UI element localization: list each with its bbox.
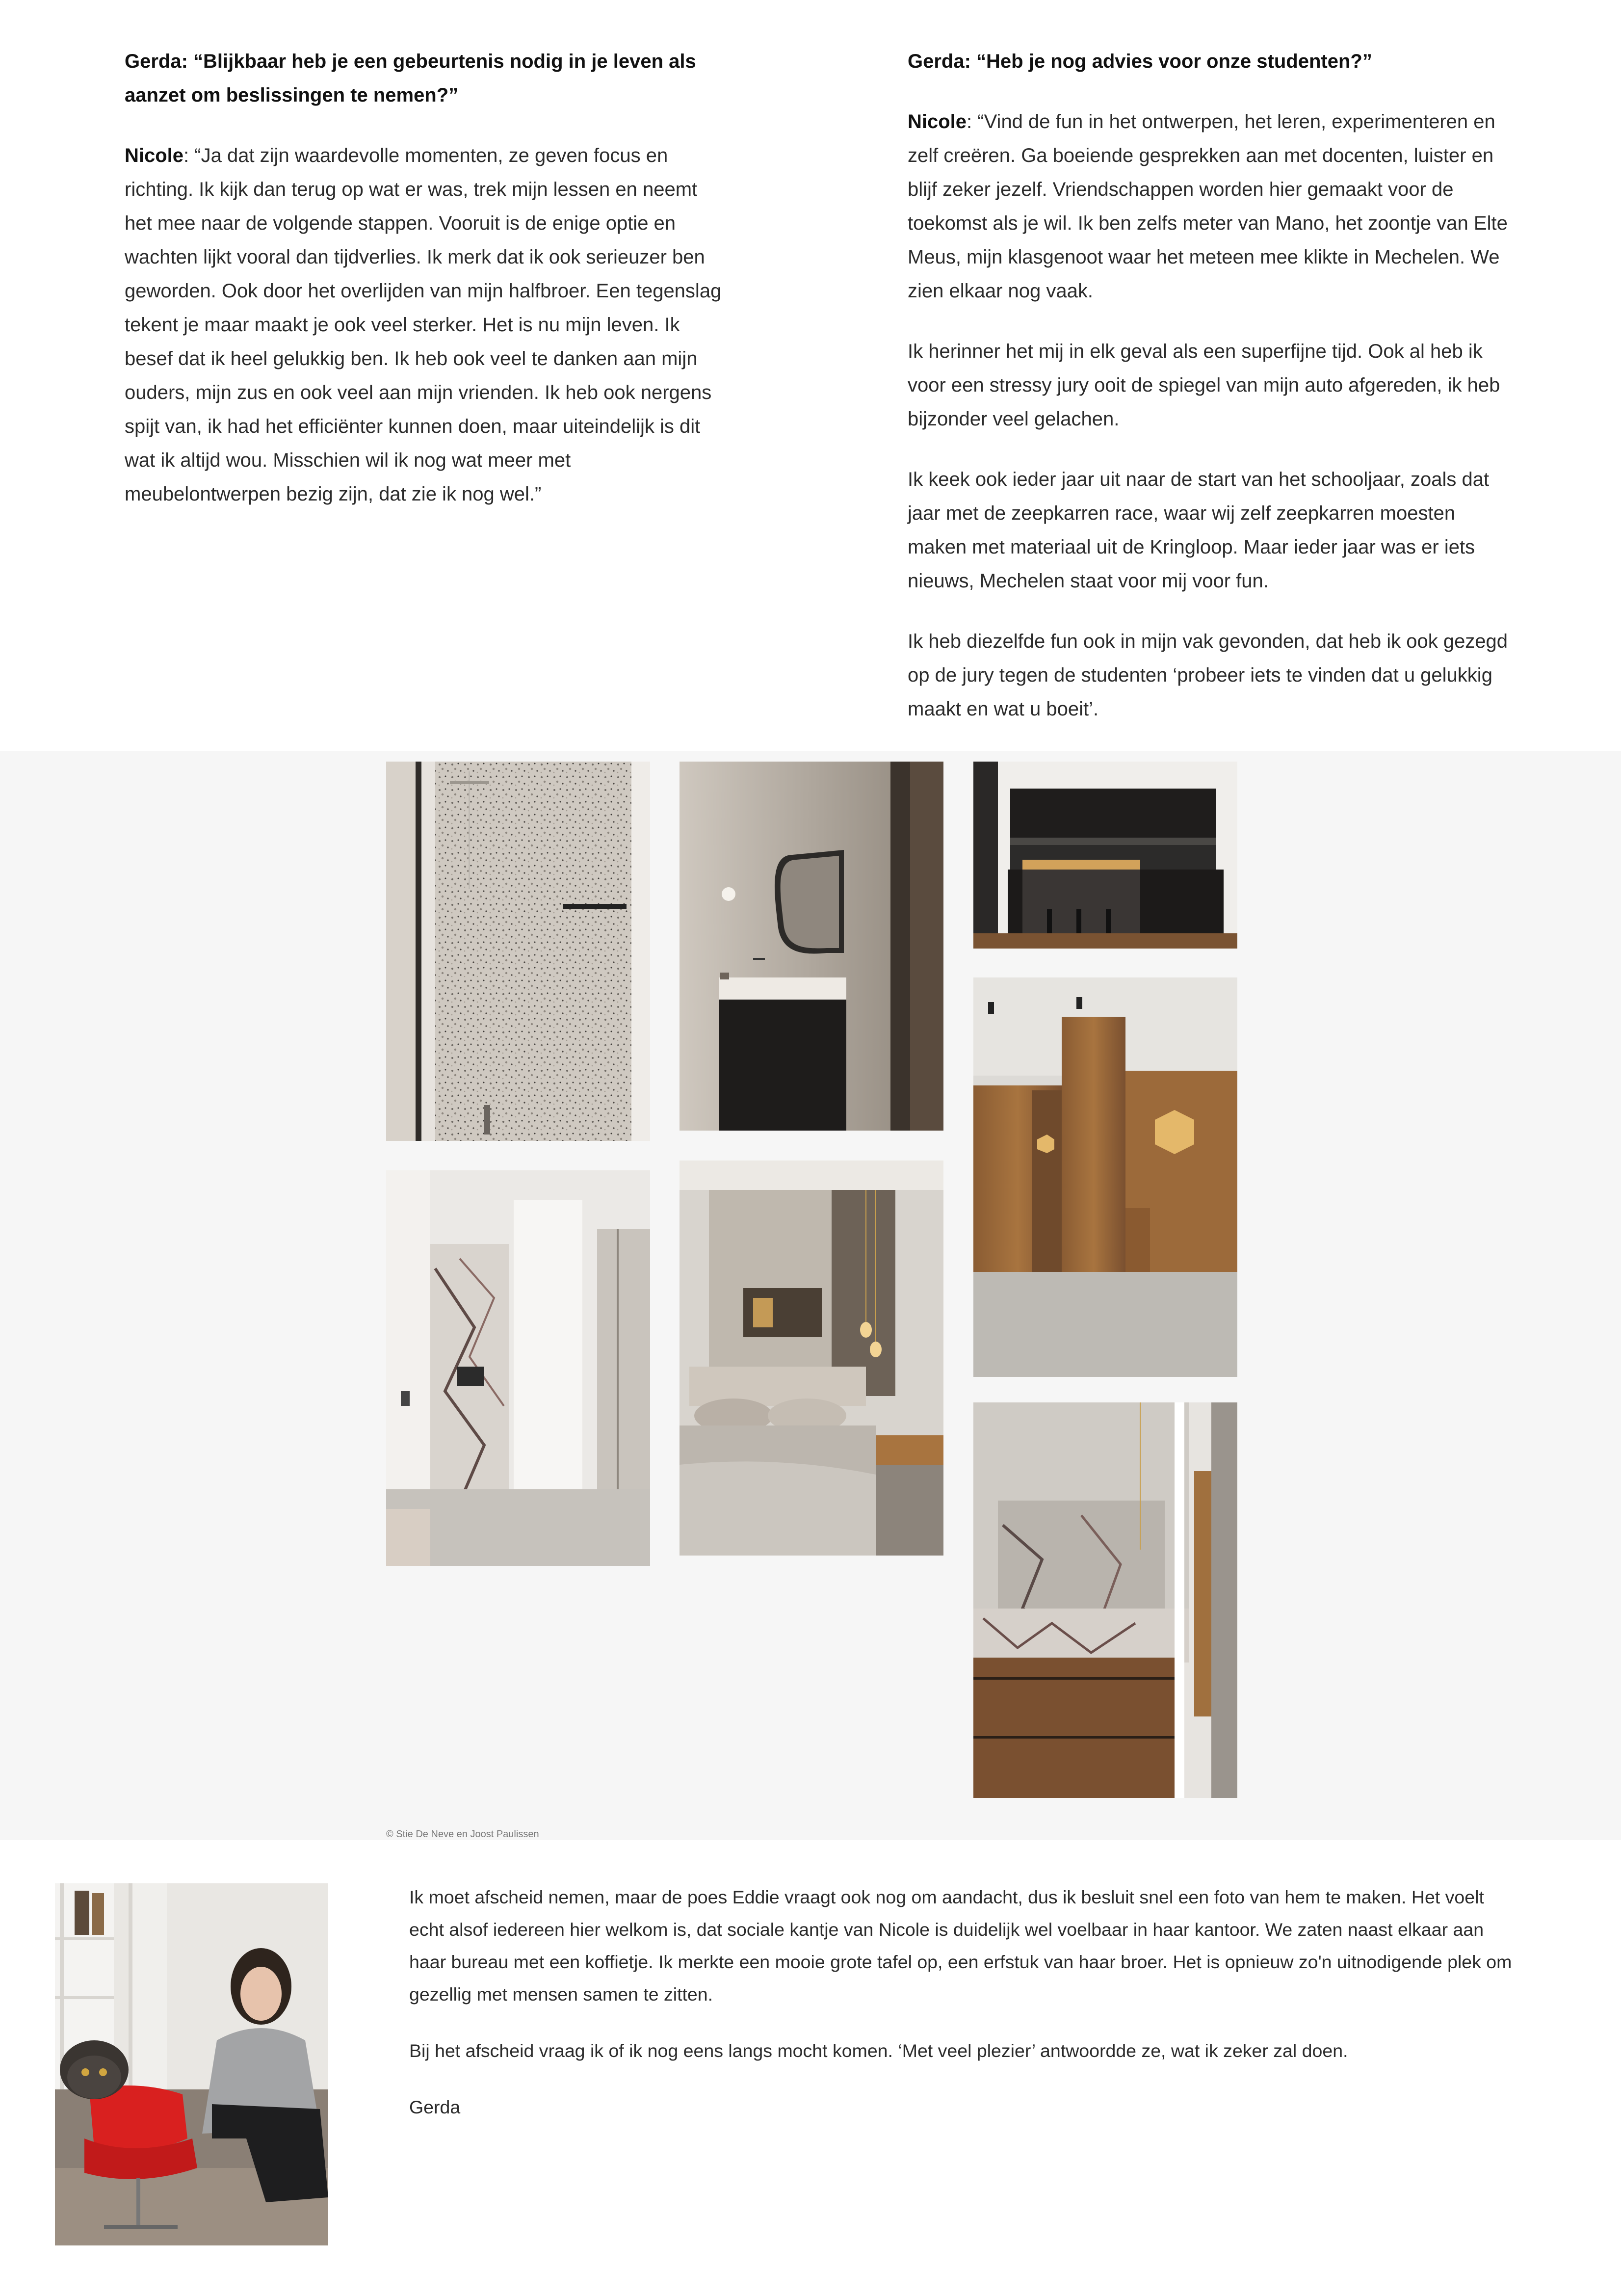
photo-dark-kitchen[interactable]	[973, 762, 1237, 949]
photo-credit: © Stie De Neve en Joost Paulissen	[386, 1829, 539, 1840]
right-interview-column	[908, 45, 1511, 753]
answer-paragraph-3: Ik keek ook ieder jaar uit naar de start van het schooljaar, zoals dat jaar met de zeepkarren race, waar wij zelf zeepkarren moesten maken met materiaal uit de Kringloop. Maar ieder jaar was er iets nieuws, Mechelen staat voor mij voor fun.	[908, 469, 1490, 592]
photo-marble-vanity-wood-cabinet[interactable]	[973, 1402, 1237, 1798]
closing-paragraph-1: Ik moet afscheid nemen, maar de poes Eddie vraagt ook nog om aandacht, dus ik besluit snel een foto van hem te maken. Het voelt echt alsof iedereen hier welkom is, dat sociale kantje van Nicole is duidelijk wel voelbaar in haar kantoor. We zaten naast elkaar aan haar bureau met een koffietje. Ik merkte een mooie grote tafel op, een erfstuk van haar broer. Het is opnieuw zo'n uitnodigende plek om gezellig met mensen samen te zitten.	[409, 1887, 1512, 2005]
photo-terrazzo-shower[interactable]	[386, 762, 650, 1141]
left-interview-column	[125, 45, 728, 538]
answer-paragraph	[908, 105, 1511, 308]
photo-washbasin-mirror[interactable]	[680, 762, 943, 1131]
signature: Gerda	[409, 2097, 461, 2117]
answer-text: : “Ja dat zijn waardevolle momenten, ze geven focus en richting. Ik kijk dan terug op wat er was, trek mijn lessen en neemt het mee naar de volgende stappen. Vooruit is de enige optie en wachten lijkt vooral dan tijdverlies. Ik merk dat ik ook serieuzer ben geworden. Ook door het overlijden van mijn halfbroer. Een tegenslag tekent je maar maakt je ook veel sterker. Het is nu mijn leven. Ik besef dat ik heel gelukkig ben. Ik heb ook veel te danken aan mijn ouders, mijn zus en ook veel aan mijn vrienden. Ik heb ook nergens spijt van, ik had het efficiënter kunnen doen, maar uiteindelijk is dit wat ik altijd wou. Misschien wil ik nog wat meer met meubelontwerpen bezig zijn, dat zie ik nog wel.”	[125, 145, 722, 505]
answer-paragraph-2: Ik herinner het mij in elk geval als een superfijne tijd. Ook al heb ik voor een stressy jury ooit de spiegel van mijn auto afgereden, ik heb bijzonder veel gelachen.	[908, 341, 1500, 430]
closing-paragraph-2: Bij het afscheid vraag ik of ik nog eens langs mocht komen. ‘Met veel plezier’ antwoordde ze, wat ik zeker zal doen.	[409, 2040, 1348, 2061]
question-heading: Gerda: “Heb je nog advies voor onze studenten?”	[908, 51, 1372, 72]
speaker-label: Nicole	[908, 111, 967, 132]
question-heading: Gerda: “Blijkbaar heb je een gebeurtenis nodig in je leven als aanzet om beslissingen te nemen?”	[125, 51, 696, 106]
closing-text	[409, 1881, 1523, 2147]
answer-text: : “Vind de fun in het ontwerpen, het leren, experimenteren en zelf creëren. Ga boeiende gesprekken aan met docenten, luister en blijf zeker jezelf. Vriendschappen worden hier gemaakt voor de toekomst als je wil. Ik ben zelfs meter van Mano, het zoontje van Elte Meus, mijn klasgenoot waar het meteen mee klikte in Mechelen. We zien elkaar nog vaak.	[908, 111, 1508, 302]
photo-gallery	[0, 751, 1621, 1840]
answer-paragraph	[125, 139, 728, 511]
speaker-label: Nicole	[125, 145, 184, 166]
photo-bedroom-pendant-lights[interactable]	[680, 1161, 943, 1556]
portrait-photo-nicole-with-cat[interactable]	[55, 1883, 328, 2245]
photo-marble-bathroom-entry[interactable]	[386, 1170, 650, 1566]
answer-paragraph-4: Ik heb diezelfde fun ook in mijn vak gevonden, dat heb ik ook gezegd op de jury tegen de studenten ‘probeer iets te vinden dat u gelukkig maakt en wat u boeit’.	[908, 631, 1508, 720]
photo-walnut-hallway[interactable]	[973, 977, 1237, 1377]
